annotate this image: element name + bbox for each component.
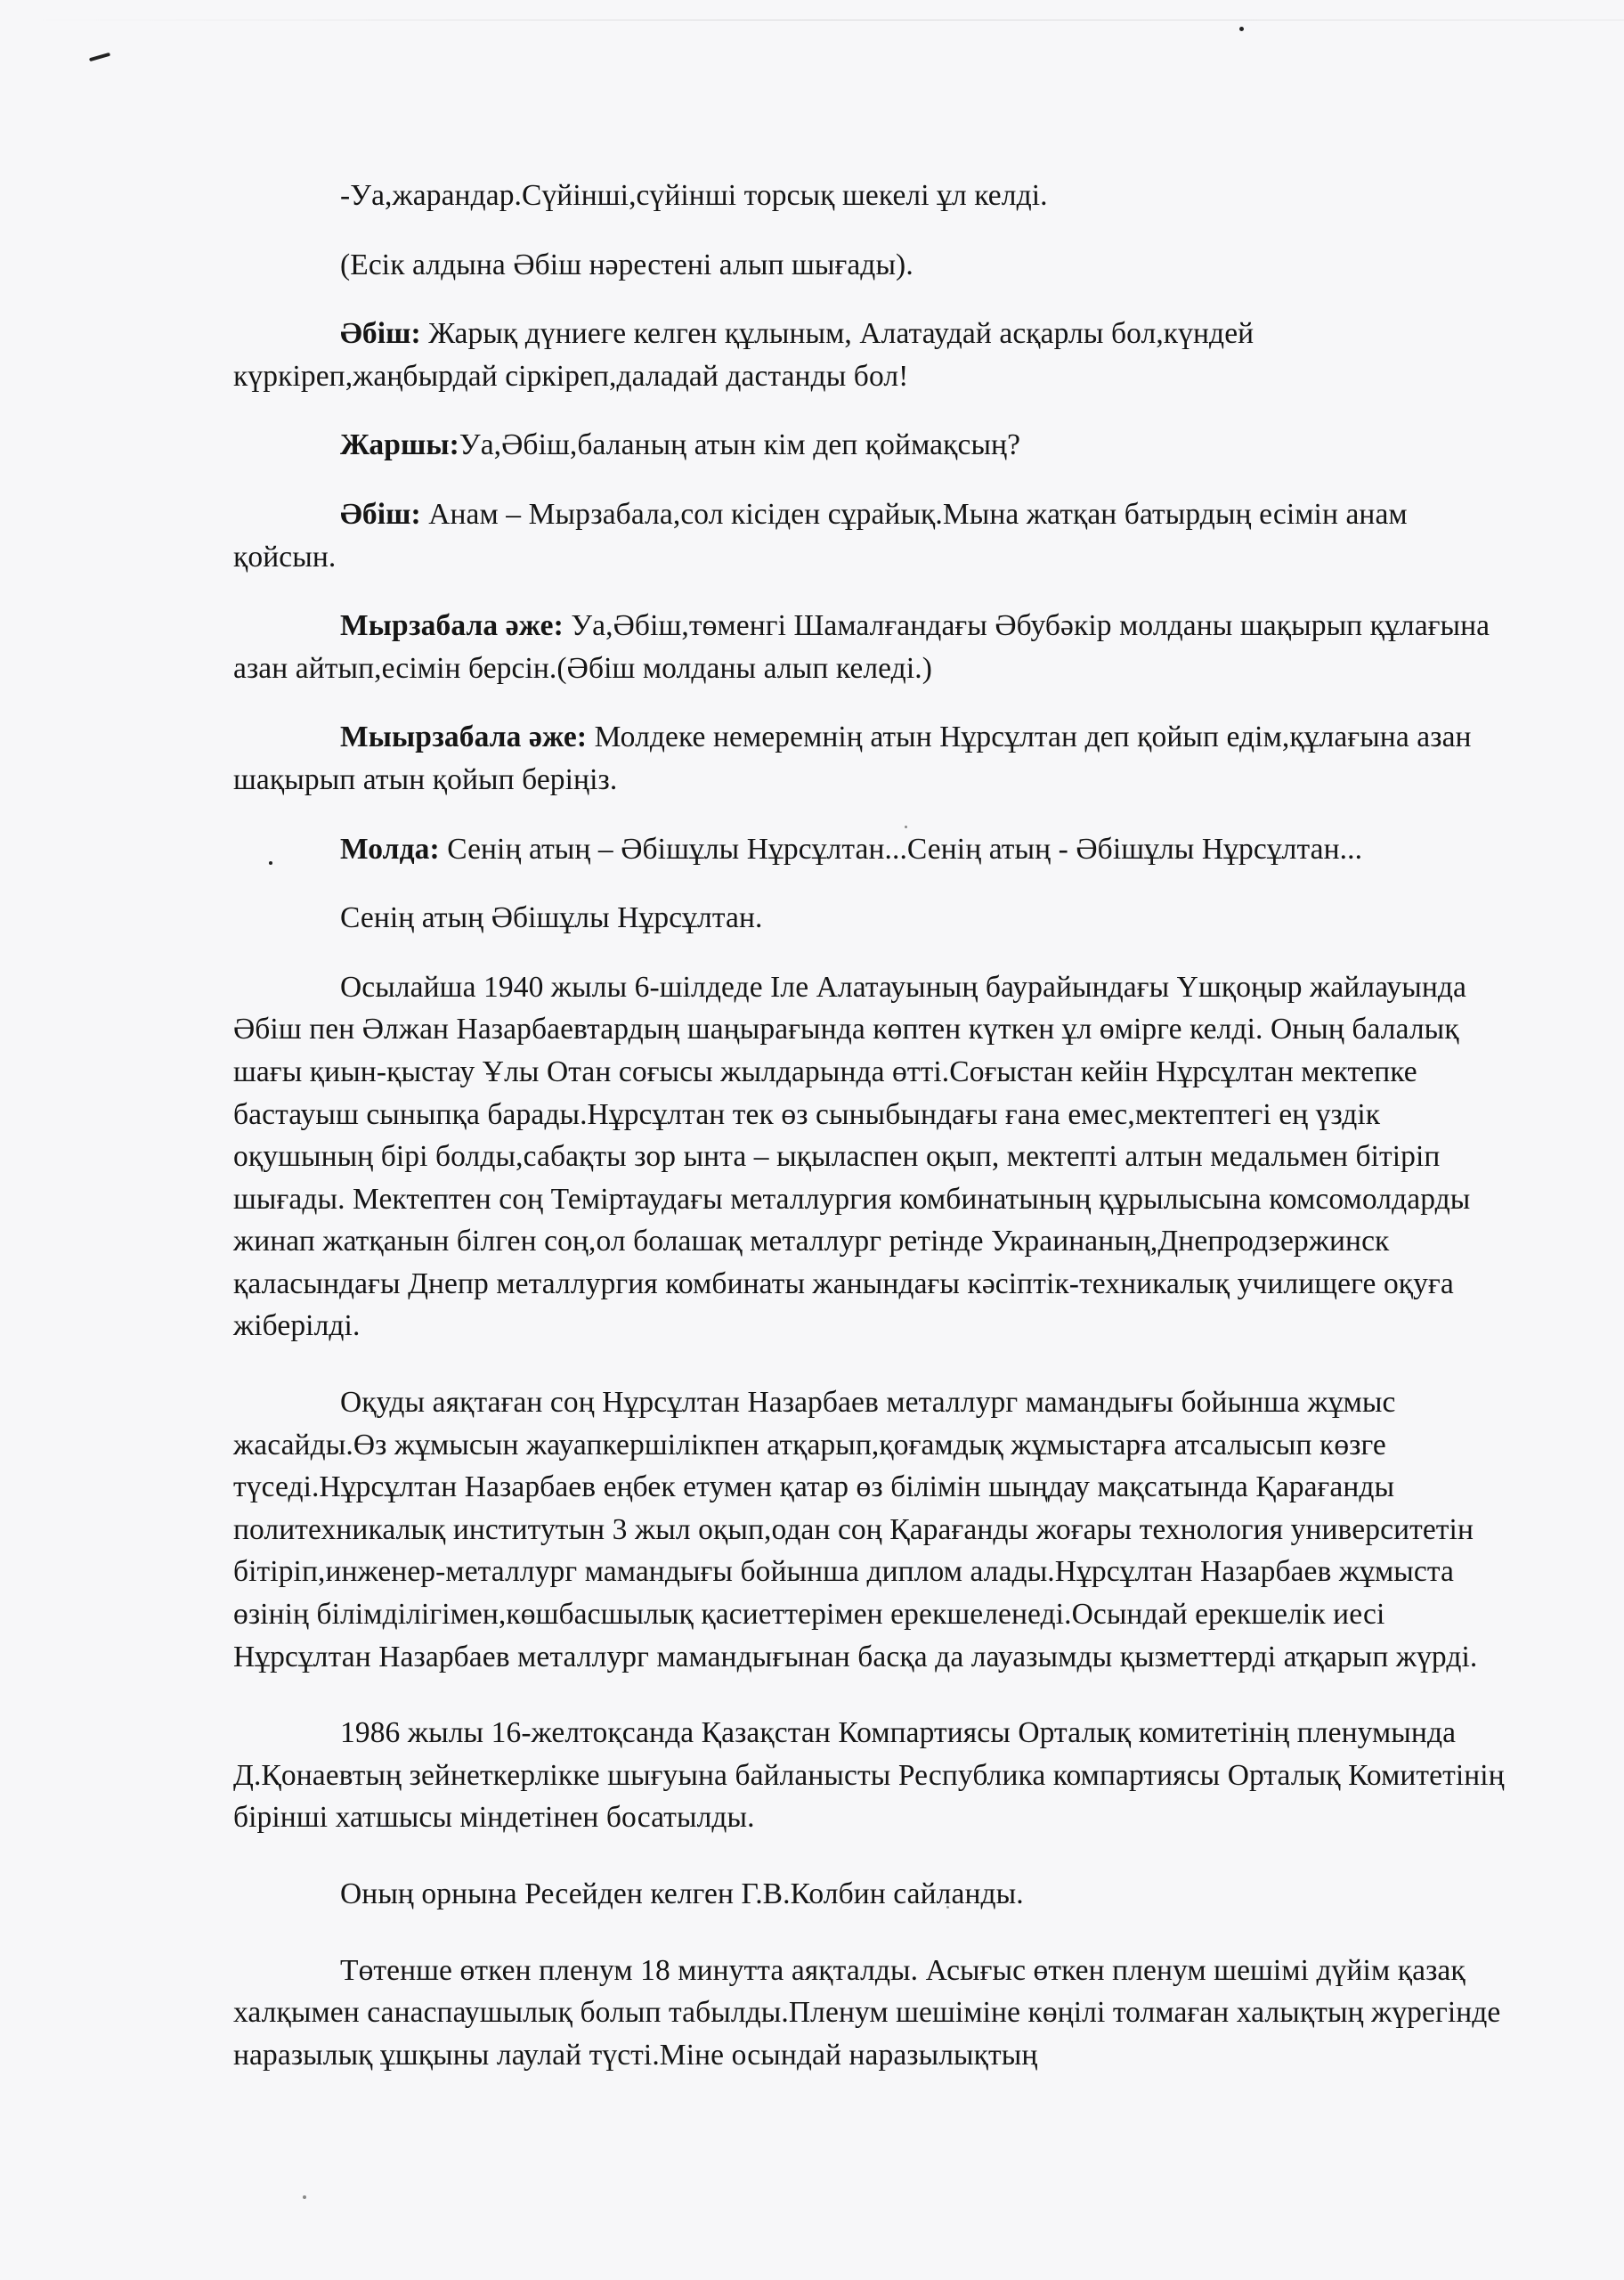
paragraph-text: Осылайша 1940 жылы 6-шілдеде Іле Алатауының баурайындағы Үшқоңыр жайлауында Әбіш пен Әлжан Назарбаевтардың шаңырағында көптен күткен ұл өмірге келді. Оның балалық шағы қиын-қыстау Ұлы Отан соғысы жылдарында өтті.Соғыстан кейін Нұрсұлтан мектепке бастауыш сыныпқа барады.Нұрсұлтан тек өз сыныбындағы ғана емес,мектептегі ең үздік оқушының бірі болды,сабақты зор ынта – ықыласпен оқып, мектепті алтын медальмен бітіріп шығады. Мектептен соң Теміртаудағы металлургия комбинатының құрылысына комсомолдарды жинап жатқанын білген соң,ол болашақ металлург ретінде Украинаның,Днепродзержинск қаласындағы Днепр металлургия комбинаты жанындағы кәсіптік-техникалық училищеге оқуға жіберілді.	[233, 970, 1471, 1343]
speaker-label: Әбіш:	[340, 317, 421, 351]
paragraph	[233, 424, 1515, 467]
speaker-label: Молда:	[340, 832, 440, 866]
paragraph-text: (Есік алдына Әбіш нәрестені алып шығады).	[340, 248, 914, 281]
paragraph-text: Молдеке немеремнің атын Нұрсұлтан деп қойып едім,құлағына азан шақырып атын қойып беріңіз.	[233, 721, 1472, 796]
speaker-label: Жаршы:	[340, 428, 459, 462]
paragraph-text: Оның орнына Ресейден келген Г.В.Колбин сайланды.	[340, 1877, 1024, 1910]
paragraph-text: 1986 жылы 16-желтоқсанда Қазақстан Компартиясы Орталық комитетінің пленумында Д.Қонаевтың зейнеткерлікке шығуына байланысты Республика компартиясы Орталық Комитетінің бірінші хатшысы міндетінен босатылды.	[233, 1716, 1505, 1835]
speaker-label: Мырзабала әже:	[340, 609, 564, 643]
scan-speck	[89, 53, 110, 61]
paragraph	[233, 828, 1515, 871]
paragraph	[233, 1712, 1515, 1839]
paragraph	[233, 313, 1515, 397]
paragraph-text: Төтенше өткен пленум 18 минутта аяқталды. Асығыс өткен пленум шешімі дүйім қазақ халқымен санаспаушылық болып табылды.Пленум шешіміне көңілі толмаған халықтың жүрегінде наразылық ұшқыны лаулай түсті.Міне осындай наразылықтың	[233, 1953, 1501, 2072]
document-body	[233, 175, 1515, 2076]
paragraph-text: Жарық дүниеге келген құлыным, Алатаудай асқарлы бол,күндей күркіреп,жаңбырдай сіркіреп,даладай дастанды бол!	[233, 317, 1255, 393]
paragraph-text: Оқуды аяқтаған соң Нұрсұлтан Назарбаев металлург мамандығы бойынша жұмыс жасайды.Өз жұмысын жауапкершілікпен атқарып,қоғамдық жұмыстарға атсалысып көзге түседі.Нұрсұлтан Назарбаев еңбек етумен қатар өз білімін шыңдау мақсатында Қарағанды политехникалық институтын 3 жыл оқып,одан соң Қарағанды жоғары технология университетін бітіріп,инженер-металлург мамандығы бойынша диплом алады.Нұрсұлтан Назарбаев жұмыста өзінің білімділігімен,көшбасшылық қасиеттерімен ерекшеленеді.Осындай ерекшелік иесі Нұрсұлтан Назарбаев металлург мамандығынан басқа да лауазымды қызметтерді атқарып жүрді.	[233, 1386, 1478, 1673]
paragraph	[233, 1950, 1515, 2077]
speaker-label: Мыырзабала әже:	[340, 721, 588, 754]
paragraph-text: Уа,Әбіш,баланың атын кім деп қоймақсың?	[459, 428, 1021, 462]
paragraph	[233, 605, 1515, 689]
paragraph	[233, 897, 1515, 940]
speaker-label: Әбіш:	[340, 497, 421, 531]
paragraph-text: Анам – Мырзабала,сол кісіден сұрайық.Мына жатқан батырдың есімін анам қойсын.	[233, 497, 1408, 574]
paragraph-text: Сенің атың – Әбішұлы Нұрсұлтан...Сенің атың - Әбішұлы Нұрсұлтан...	[439, 832, 1363, 866]
paragraph	[233, 1381, 1515, 1678]
paragraph-text: Уа,Әбіш,төменгі Шамалғандағы Әбубәкір молданы шақырып құлағына азан айтып,есімін берсін.(Әбіш молданы алып келеді.)	[233, 609, 1490, 685]
paragraph-text: Сенің атың Әбішұлы Нұрсұлтан.	[340, 901, 763, 935]
paragraph-text: -Уа,жарандар.Сүйінші,сүйінші торсық шекелі ұл келді.	[340, 179, 1048, 212]
paragraph	[233, 244, 1515, 287]
paragraph	[233, 493, 1515, 578]
scan-speck	[303, 2195, 306, 2199]
scan-speck	[1239, 27, 1244, 31]
paragraph	[233, 1873, 1515, 1916]
paragraph	[233, 175, 1515, 217]
paragraph	[233, 716, 1515, 801]
paragraph	[233, 966, 1515, 1348]
